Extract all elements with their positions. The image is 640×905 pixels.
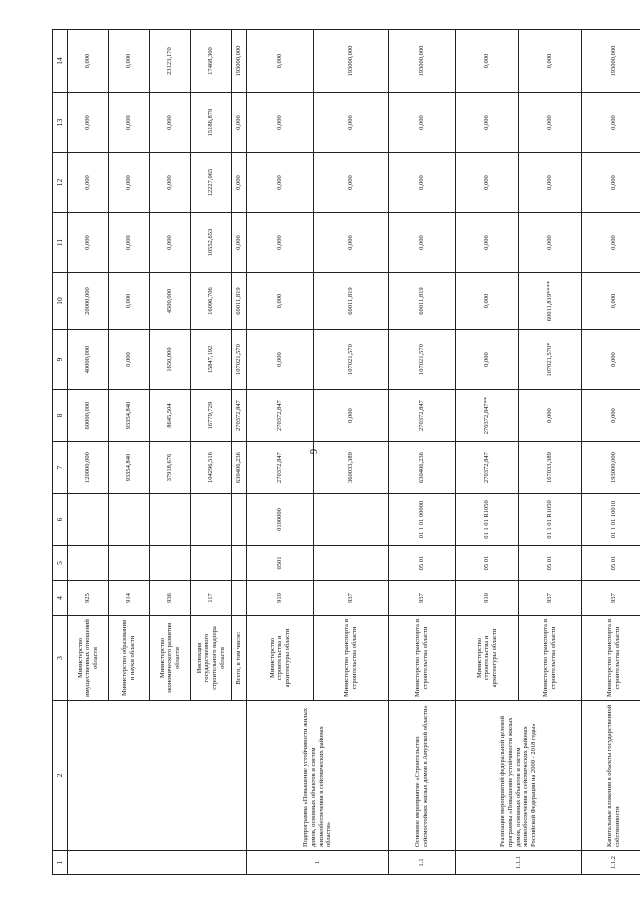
value-13: 0,000 (232, 93, 247, 153)
value-12: 12227,065 (191, 153, 232, 213)
table-row (68, 30, 109, 875)
header-cell: 3 (53, 616, 68, 701)
code-4: 910 (456, 581, 519, 616)
value-11: 0,000 (456, 213, 519, 273)
value-9: 107021,570* (519, 330, 582, 390)
code-5 (191, 546, 232, 581)
code-6 (314, 494, 389, 546)
header-cell: 13 (53, 93, 68, 153)
value-13: 0,000 (582, 93, 640, 153)
value-14: 193000,000 (582, 30, 640, 93)
organization: Министерство экономического развития области (150, 616, 191, 701)
value-8: 0,000 (314, 390, 389, 442)
code-4 (232, 581, 247, 616)
value-12: 0,000 (68, 153, 109, 213)
value-10: 60011,819 (232, 273, 247, 330)
code-4: 910 (247, 581, 314, 616)
code-6 (68, 494, 109, 546)
code-6: 01 1 01 00000 (389, 494, 456, 546)
code-4: 937 (314, 581, 389, 616)
value-11: 0,000 (109, 213, 150, 273)
code-4: 937 (582, 581, 640, 616)
code-4: 936 (150, 581, 191, 616)
value-9: 0,000 (456, 330, 519, 390)
value-8: 93354,840 (109, 390, 150, 442)
value-7: 193000,000 (582, 442, 640, 494)
value-10: 0,000 (582, 273, 640, 330)
value-11: 10552,653 (191, 213, 232, 273)
value-11: 0,000 (582, 213, 640, 273)
value-8: 60000,000 (68, 390, 109, 442)
value-12: 0,000 (456, 153, 519, 213)
organization: Всего, в том числе: (232, 616, 247, 701)
code-5: 05 01 (582, 546, 640, 581)
table-row (582, 30, 640, 875)
value-7: 93354,840 (109, 442, 150, 494)
organization: Министерство строительства и архитектуры области (247, 616, 314, 701)
value-7: 630406,236 (232, 442, 247, 494)
value-12: 0,000 (389, 153, 456, 213)
value-9: 107021,570 (389, 330, 456, 390)
value-10: 60011,819**** (519, 273, 582, 330)
code-5 (232, 546, 247, 581)
page-number: 9 (309, 449, 320, 454)
value-13: 0,000 (109, 93, 150, 153)
value-8: 8645,504 (150, 390, 191, 442)
code-5 (68, 546, 109, 581)
value-14: 193000,000 (389, 30, 456, 93)
organization: Министерство транспорта и строительства области (582, 616, 640, 701)
value-14: 23123,170 (150, 30, 191, 93)
value-7: 37918,676 (150, 442, 191, 494)
value-10: 20000,000 (68, 273, 109, 330)
table-row (456, 30, 519, 875)
value-10: 4500,000 (150, 273, 191, 330)
value-12: 0,000 (109, 153, 150, 213)
header-cell: 11 (53, 213, 68, 273)
header-cell: 6 (53, 494, 68, 546)
value-8: 270372,847 (247, 390, 314, 442)
code-5: 0501 (247, 546, 314, 581)
budget-table (52, 29, 640, 875)
value-14: 17468,300 (191, 30, 232, 93)
value-7: 167033,389 (519, 442, 582, 494)
code-5: 05 01 (389, 546, 456, 581)
value-9: 0,000 (109, 330, 150, 390)
value-10: 0,000 (247, 273, 314, 330)
value-9: 40000,000 (68, 330, 109, 390)
code-6: 01 1 01 R1050 (456, 494, 519, 546)
value-12: 0,000 (150, 153, 191, 213)
program-name: Основное мероприятие «Строительство сейсмостойких жилых домов в Амурской области» (389, 701, 456, 851)
value-13: 0,000 (150, 93, 191, 153)
organization: Министерство имущественных отношений области (68, 616, 109, 701)
value-13: 0,000 (247, 93, 314, 153)
organization: Инспекция государственного строительного надзора области (191, 616, 232, 701)
program-name (68, 701, 247, 851)
header-cell: 7 (53, 442, 68, 494)
value-12: 0,000 (314, 153, 389, 213)
header-cell: 9 (53, 330, 68, 390)
code-4: 937 (519, 581, 582, 616)
organization: Министерство строительства и архитектуры области (456, 616, 519, 701)
value-10: 16096,706 (191, 273, 232, 330)
value-8: 0,000 (582, 390, 640, 442)
header-cell: 2 (53, 701, 68, 851)
code-4: 914 (109, 581, 150, 616)
code-4: 937 (389, 581, 456, 616)
code-6 (109, 494, 150, 546)
code-4: 117 (191, 581, 232, 616)
code-6: 01 1 01 R1050 (519, 494, 582, 546)
code-5 (109, 546, 150, 581)
value-11: 0,000 (247, 213, 314, 273)
row-index: 1.1 (389, 851, 456, 875)
code-5 (314, 546, 389, 581)
rotated-table-container (52, 30, 632, 875)
value-13: 0,000 (314, 93, 389, 153)
value-12: 0,000 (519, 153, 582, 213)
header-cell: 14 (53, 30, 68, 93)
table-row (247, 30, 314, 875)
value-14: 193000,000 (232, 30, 247, 93)
value-8: 16779,729 (191, 390, 232, 442)
value-7: 270372,847 (247, 442, 314, 494)
value-11: 0,000 (150, 213, 191, 273)
value-9: 15847,192 (191, 330, 232, 390)
value-10: 60011,819 (389, 273, 456, 330)
header-cell: 5 (53, 546, 68, 581)
value-11: 0,000 (519, 213, 582, 273)
value-12: 0,000 (582, 153, 640, 213)
value-8: 270372,847 (389, 390, 456, 442)
value-9: 107021,570 (314, 330, 389, 390)
program-name: Подпрограмма «Повышение устойчивости жилых домов, основных объектов и систем жизнеобеспечения в сейсмических районах области» (247, 701, 389, 851)
code-6 (150, 494, 191, 546)
row-index: 1 (247, 851, 389, 875)
value-13: 0,000 (389, 93, 456, 153)
code-5: 05 01 (519, 546, 582, 581)
header-cell: 4 (53, 581, 68, 616)
value-14: 0,000 (109, 30, 150, 93)
value-14: 0,000 (247, 30, 314, 93)
row-index (68, 851, 247, 875)
code-5: 05 01 (456, 546, 519, 581)
value-10: 0,000 (109, 273, 150, 330)
value-7: 104296,516 (191, 442, 232, 494)
value-8: 270372,847** (456, 390, 519, 442)
value-14: 0,000 (456, 30, 519, 93)
code-6 (232, 494, 247, 546)
table-row (389, 30, 456, 875)
organization: Министерство транспорта и строительства области (389, 616, 456, 701)
value-13: 0,000 (456, 93, 519, 153)
header-cell: 1 (53, 851, 68, 875)
value-9: 0,000 (582, 330, 640, 390)
value-12: 0,000 (232, 153, 247, 213)
code-5 (150, 546, 191, 581)
value-13: 0,000 (68, 93, 109, 153)
code-6: 0100000 (247, 494, 314, 546)
value-11: 0,000 (68, 213, 109, 273)
value-14: 0,000 (68, 30, 109, 93)
value-14: 193000,000 (314, 30, 389, 93)
value-11: 0,000 (389, 213, 456, 273)
value-10: 0,000 (456, 273, 519, 330)
code-6: 01 1 01 10010 (582, 494, 640, 546)
code-4: 925 (68, 581, 109, 616)
row-index: 1.1.1 (456, 851, 582, 875)
value-7: 120000,000 (68, 442, 109, 494)
value-9: 107021,570 (232, 330, 247, 390)
value-7: 360033,389 (314, 442, 389, 494)
header-row (53, 30, 68, 875)
row-index: 1.1.2 (582, 851, 640, 875)
organization: Министерство транспорта и строительства области (314, 616, 389, 701)
value-8: 0,000 (519, 390, 582, 442)
header-cell: 8 (53, 390, 68, 442)
value-11: 0,000 (232, 213, 247, 273)
organization: Министерство образования и науки области (109, 616, 150, 701)
value-7: 630406,236 (389, 442, 456, 494)
value-13: 0,000 (519, 93, 582, 153)
code-6 (191, 494, 232, 546)
value-9: 1650,000 (150, 330, 191, 390)
program-name: Реализация мероприятий федеральной целевой программы «Повышение устойчивости жилых домов, основных объектов и систем жизнеобеспечения в сейсмических районах Российской Федерации на 2009 - 2018 годы» (456, 701, 582, 851)
header-cell: 10 (53, 273, 68, 330)
value-8: 270372,847 (232, 390, 247, 442)
value-11: 0,000 (314, 213, 389, 273)
value-10: 60011,819 (314, 273, 389, 330)
organization: Министерство транспорта и строительства области (519, 616, 582, 701)
program-name: Капитальные вложения в объекты государственной собственности (582, 701, 640, 851)
value-9: 0,000 (247, 330, 314, 390)
header-cell: 12 (53, 153, 68, 213)
value-7: 270372,847 (456, 442, 519, 494)
value-12: 0,000 (247, 153, 314, 213)
value-13: 15186,879 (191, 93, 232, 153)
value-14: 0,000 (519, 30, 582, 93)
